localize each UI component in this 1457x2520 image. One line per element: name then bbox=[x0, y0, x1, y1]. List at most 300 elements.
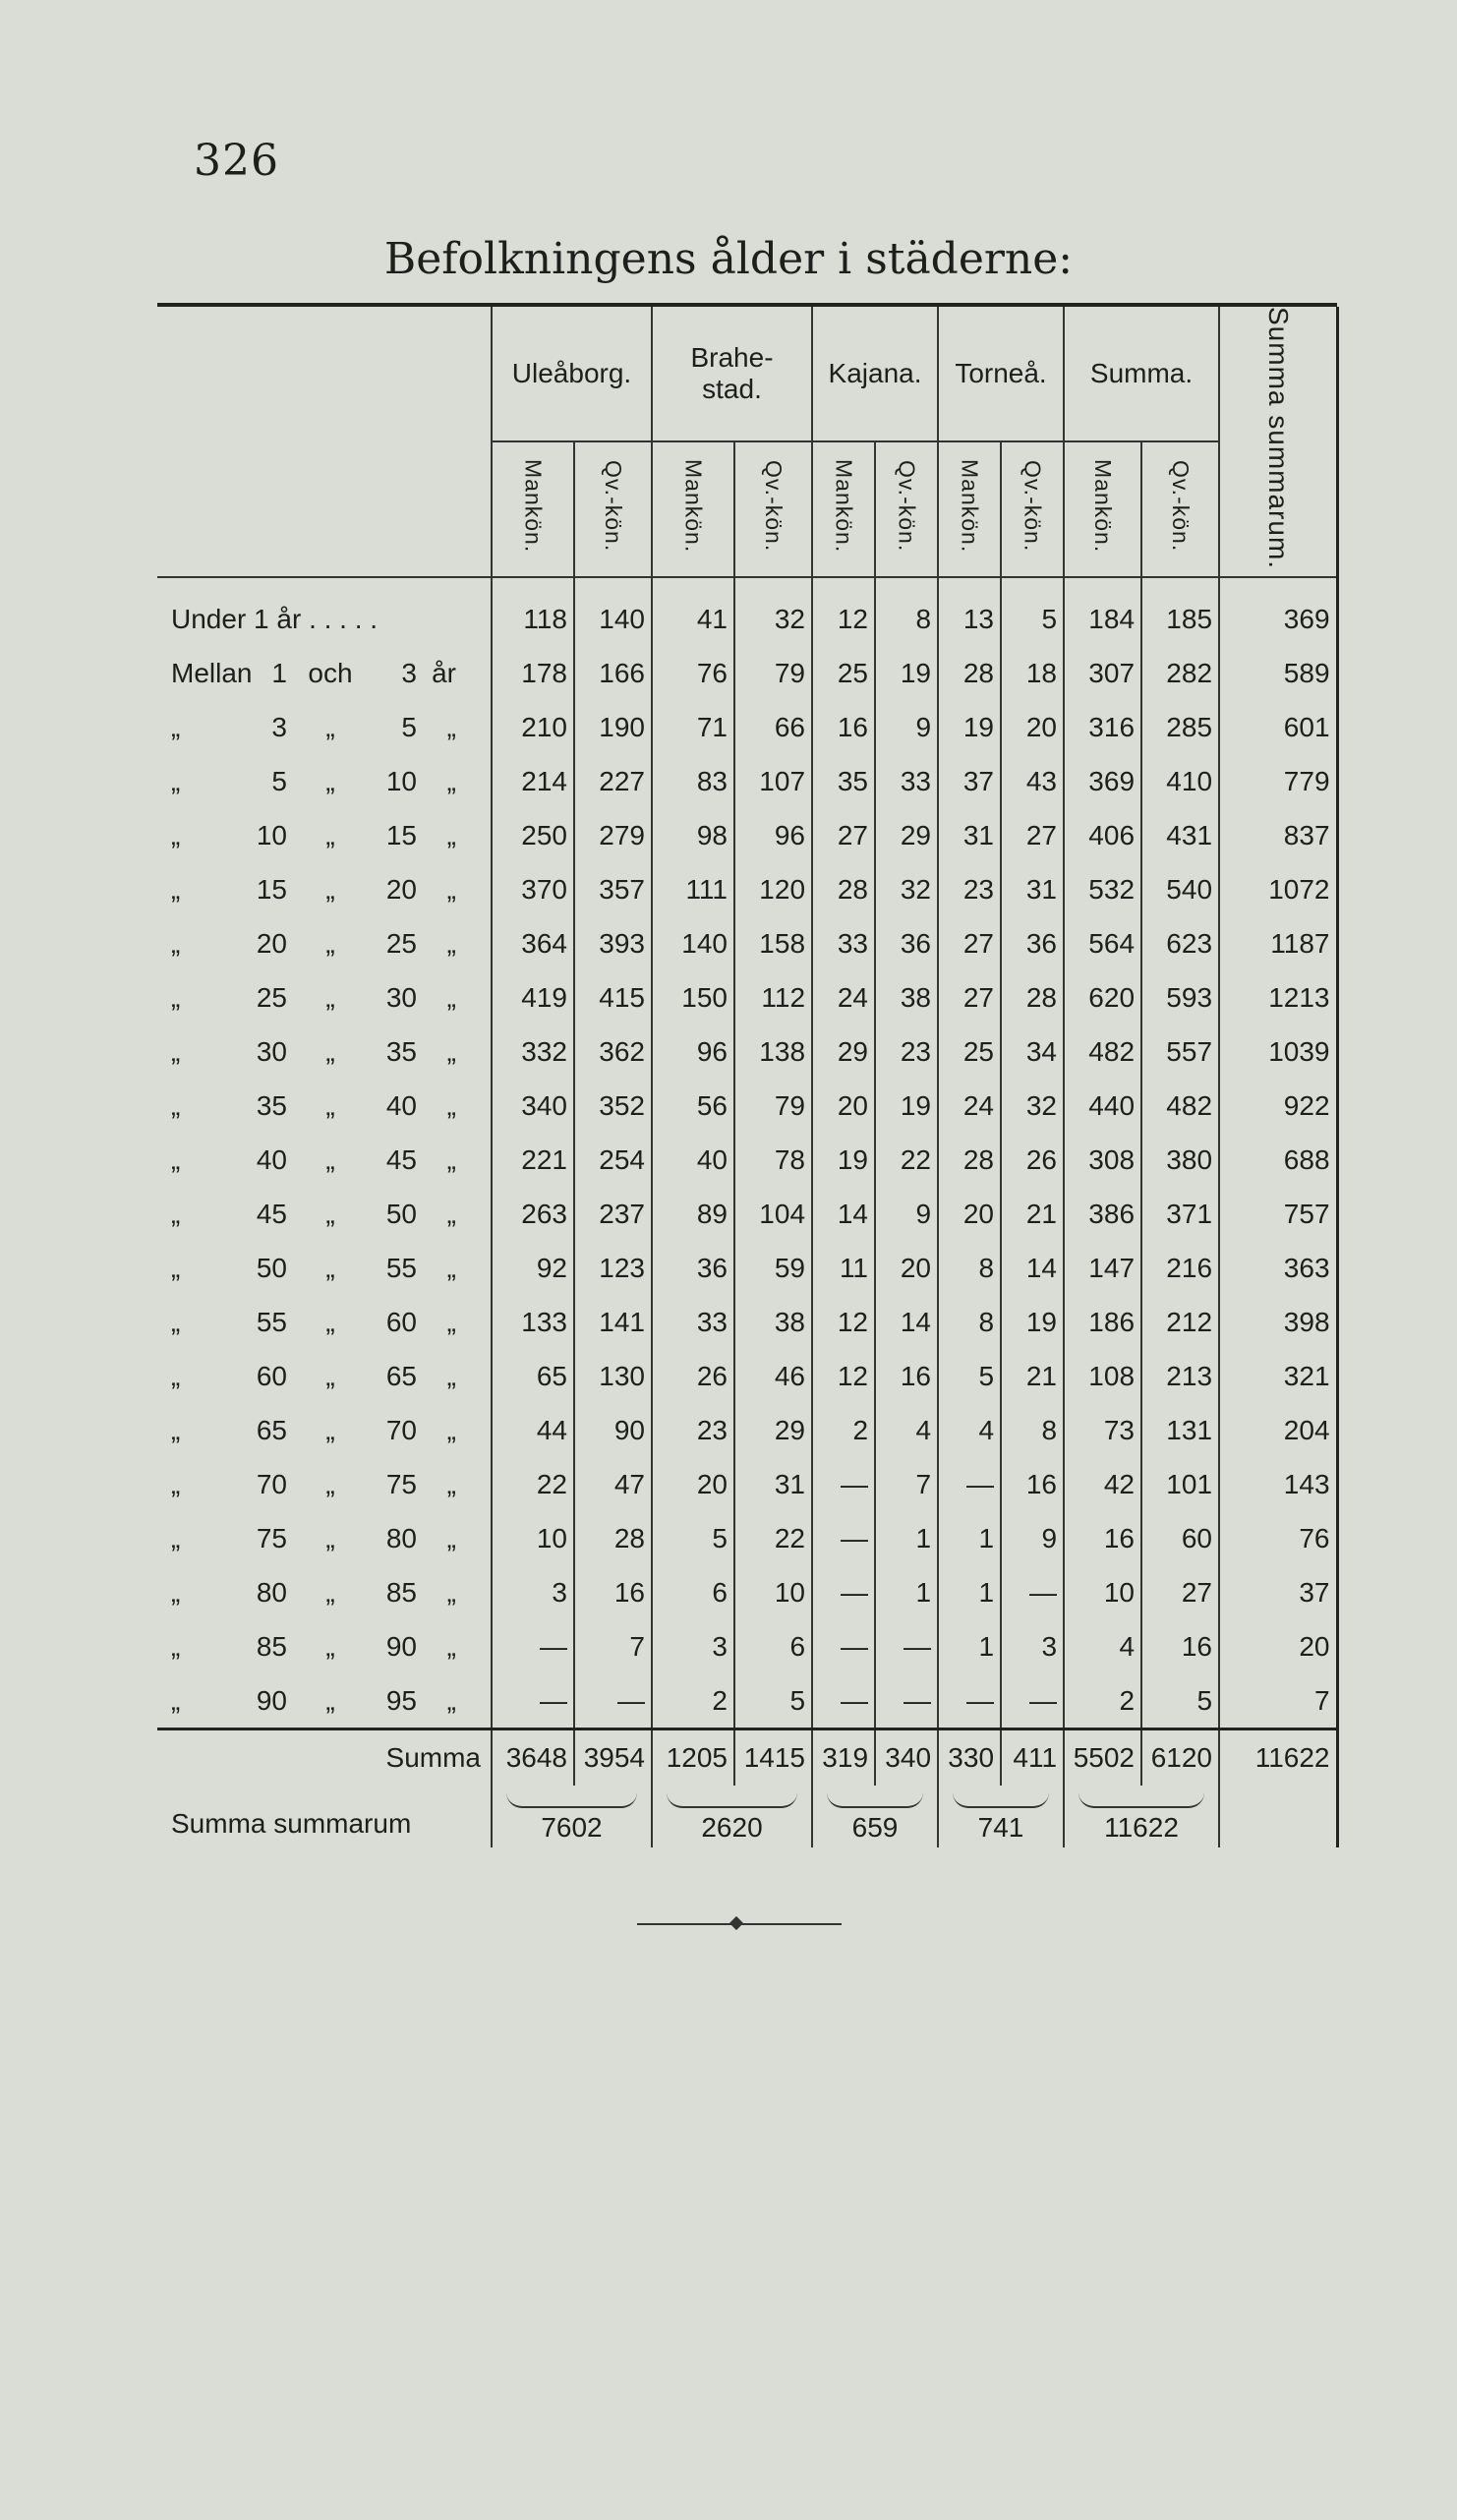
cell-value: — bbox=[492, 1619, 574, 1673]
cell-value: 1 bbox=[875, 1565, 938, 1619]
row-label bbox=[157, 1619, 492, 1673]
cell-value: 79 bbox=[734, 1079, 812, 1133]
row-label-from: 80 bbox=[256, 1576, 287, 1608]
table-row bbox=[157, 1565, 1337, 1619]
row-label-suffix: „ bbox=[446, 1522, 456, 1553]
row-label-text: Under 1 år . . . . . bbox=[171, 603, 379, 634]
row-label-och: „ bbox=[325, 981, 335, 1013]
cell-value: — bbox=[938, 1457, 1001, 1511]
cell-value: 1 bbox=[938, 1511, 1001, 1565]
cell-value: 11 bbox=[812, 1241, 875, 1295]
cell-value: 118 bbox=[492, 592, 574, 646]
cell-value: 31 bbox=[1001, 862, 1064, 916]
cell-value: 9 bbox=[875, 700, 938, 754]
summa-label: Summa bbox=[157, 1729, 492, 1787]
cell-value: 92 bbox=[492, 1241, 574, 1295]
cell-value: 42 bbox=[1064, 1457, 1141, 1511]
cell-total: 922 bbox=[1219, 1079, 1337, 1133]
row-label-to: 30 bbox=[385, 981, 417, 1013]
table-row bbox=[157, 1511, 1337, 1565]
cell-value: 178 bbox=[492, 646, 574, 700]
cell-value: 28 bbox=[938, 1133, 1001, 1187]
cell-total: 1039 bbox=[1219, 1025, 1337, 1079]
row-label-from: 1 bbox=[271, 657, 287, 688]
row-label-suffix: „ bbox=[446, 711, 456, 742]
row-label-suffix: „ bbox=[446, 927, 456, 959]
cell-value: 316 bbox=[1064, 700, 1141, 754]
cell-value: 20 bbox=[1001, 700, 1064, 754]
cell-value: 98 bbox=[652, 808, 734, 862]
cell-value: 4 bbox=[1064, 1619, 1141, 1673]
row-label-to: 70 bbox=[385, 1414, 417, 1445]
summa-value: 319 bbox=[812, 1729, 875, 1787]
cell-value: 1 bbox=[938, 1565, 1001, 1619]
row-label-prefix: „ bbox=[171, 1143, 181, 1175]
cell-value: 2 bbox=[1064, 1673, 1141, 1729]
cell-value: — bbox=[492, 1673, 574, 1729]
cell-total: 757 bbox=[1219, 1187, 1337, 1241]
row-label-prefix: „ bbox=[171, 1252, 181, 1283]
cell-value: 107 bbox=[734, 754, 812, 808]
cell-value: 279 bbox=[574, 808, 652, 862]
row-label-from: 60 bbox=[256, 1360, 287, 1391]
cell-total: 204 bbox=[1219, 1403, 1337, 1457]
cell-value: 36 bbox=[875, 916, 938, 970]
cell-value: 13 bbox=[938, 592, 1001, 646]
spacer-row bbox=[157, 577, 1337, 592]
cell-value: 40 bbox=[652, 1133, 734, 1187]
cell-value: 71 bbox=[652, 700, 734, 754]
table-row bbox=[157, 1295, 1337, 1349]
cell-value: 123 bbox=[574, 1241, 652, 1295]
row-label-to: 60 bbox=[385, 1306, 417, 1337]
cell-value: 19 bbox=[1001, 1295, 1064, 1349]
row-label-to: 5 bbox=[401, 711, 417, 742]
row-label-prefix: „ bbox=[171, 1576, 181, 1608]
row-label-och: „ bbox=[325, 1306, 335, 1337]
summa-value: 411 bbox=[1001, 1729, 1064, 1787]
row-label bbox=[157, 1565, 492, 1619]
cell-value: 28 bbox=[812, 862, 875, 916]
row-label-to: 15 bbox=[385, 819, 417, 850]
row-label-to: 10 bbox=[385, 765, 417, 796]
table-row bbox=[157, 646, 1337, 700]
row-label-och: „ bbox=[325, 1630, 335, 1662]
brace-mark bbox=[953, 1792, 1049, 1808]
row-label-suffix: „ bbox=[446, 1035, 456, 1067]
cell-value: 2 bbox=[812, 1403, 875, 1457]
cell-value: — bbox=[812, 1619, 875, 1673]
cell-value: 140 bbox=[652, 916, 734, 970]
cell-value: 6 bbox=[734, 1619, 812, 1673]
summa-summarum-value-text: 11622 bbox=[1104, 1812, 1179, 1844]
row-label-from: 15 bbox=[256, 873, 287, 905]
cell-value: 7 bbox=[875, 1457, 938, 1511]
cell-value: 26 bbox=[652, 1349, 734, 1403]
cell-value: 184 bbox=[1064, 592, 1141, 646]
cell-value: 2 bbox=[652, 1673, 734, 1729]
row-label-suffix: „ bbox=[446, 1576, 456, 1608]
cell-value: 131 bbox=[1141, 1403, 1219, 1457]
cell-value: 33 bbox=[875, 754, 938, 808]
cell-value: 76 bbox=[652, 646, 734, 700]
cell-value: 364 bbox=[492, 916, 574, 970]
group-header-kajana: Kajana. bbox=[812, 307, 938, 441]
cell-value: 16 bbox=[1001, 1457, 1064, 1511]
cell-value: 59 bbox=[734, 1241, 812, 1295]
table-row bbox=[157, 1079, 1337, 1133]
cell-value: 27 bbox=[938, 916, 1001, 970]
table-row bbox=[157, 1619, 1337, 1673]
cell-value: 5 bbox=[734, 1673, 812, 1729]
sub-header-summa-qvkon: Qv.-kön. bbox=[1141, 441, 1219, 577]
row-label bbox=[157, 1403, 492, 1457]
row-label-och: „ bbox=[325, 819, 335, 850]
summa-summarum-value bbox=[938, 1786, 1064, 1847]
cell-value: 66 bbox=[734, 700, 812, 754]
cell-value: 20 bbox=[938, 1187, 1001, 1241]
table-row bbox=[157, 1133, 1337, 1187]
cell-total: 7 bbox=[1219, 1673, 1337, 1729]
cell-value: 23 bbox=[938, 862, 1001, 916]
row-label-och: och bbox=[308, 657, 353, 688]
row-label-from: 55 bbox=[256, 1306, 287, 1337]
row-label-to: 55 bbox=[385, 1252, 417, 1283]
row-label-suffix: „ bbox=[446, 1198, 456, 1229]
cell-value: 83 bbox=[652, 754, 734, 808]
cell-value: 23 bbox=[875, 1025, 938, 1079]
cell-value: 532 bbox=[1064, 862, 1141, 916]
cell-value: 186 bbox=[1064, 1295, 1141, 1349]
cell-value: 386 bbox=[1064, 1187, 1141, 1241]
cell-value: 16 bbox=[812, 700, 875, 754]
row-label bbox=[157, 1457, 492, 1511]
row-label-from: 35 bbox=[256, 1089, 287, 1121]
cell-value: 141 bbox=[574, 1295, 652, 1349]
cell-value: 3 bbox=[652, 1619, 734, 1673]
sub-header-uleaborg-qvkon: Qv.-kön. bbox=[574, 441, 652, 577]
cell-value: 19 bbox=[938, 700, 1001, 754]
cell-value: 29 bbox=[734, 1403, 812, 1457]
cell-value: 60 bbox=[1141, 1511, 1219, 1565]
cell-value: 12 bbox=[812, 1295, 875, 1349]
cell-value: 190 bbox=[574, 700, 652, 754]
cell-value: 593 bbox=[1141, 970, 1219, 1025]
row-label-to: 45 bbox=[385, 1143, 417, 1175]
row-label-och: „ bbox=[325, 1468, 335, 1499]
row-label-prefix: „ bbox=[171, 1630, 181, 1662]
cell-value: 237 bbox=[574, 1187, 652, 1241]
cell-value: 20 bbox=[875, 1241, 938, 1295]
cell-value: 352 bbox=[574, 1079, 652, 1133]
cell-value: 214 bbox=[492, 754, 574, 808]
summa-summarum-value bbox=[492, 1786, 652, 1847]
cell-value: 3 bbox=[492, 1565, 574, 1619]
cell-total: 37 bbox=[1219, 1565, 1337, 1619]
table-row bbox=[157, 592, 1337, 646]
summa-summarum-value bbox=[812, 1786, 938, 1847]
cell-value: 34 bbox=[1001, 1025, 1064, 1079]
cell-value: 31 bbox=[938, 808, 1001, 862]
cell-value: 56 bbox=[652, 1079, 734, 1133]
table-row bbox=[157, 1025, 1337, 1079]
cell-value: 250 bbox=[492, 808, 574, 862]
cell-value: 150 bbox=[652, 970, 734, 1025]
label-column-header bbox=[157, 307, 492, 577]
summa-value: 6120 bbox=[1141, 1729, 1219, 1787]
cell-value: 380 bbox=[1141, 1133, 1219, 1187]
row-label-prefix: „ bbox=[171, 981, 181, 1013]
cell-value: 5 bbox=[652, 1511, 734, 1565]
row-label-from: 75 bbox=[256, 1522, 287, 1553]
cell-value: 140 bbox=[574, 592, 652, 646]
group-header-tornea: Torneå. bbox=[938, 307, 1064, 441]
row-label-from: 3 bbox=[271, 711, 287, 742]
cell-value: 147 bbox=[1064, 1241, 1141, 1295]
cell-value: 431 bbox=[1141, 808, 1219, 862]
cell-value: 73 bbox=[1064, 1403, 1141, 1457]
cell-value: 410 bbox=[1141, 754, 1219, 808]
row-label-to: 50 bbox=[385, 1198, 417, 1229]
cell-value: 14 bbox=[875, 1295, 938, 1349]
summa-summarum-value bbox=[1064, 1786, 1219, 1847]
row-label-prefix: „ bbox=[171, 1198, 181, 1229]
cell-value: 20 bbox=[812, 1079, 875, 1133]
group-header-uleaborg: Uleåborg. bbox=[492, 307, 652, 441]
summa-value: 1205 bbox=[652, 1729, 734, 1787]
table-row bbox=[157, 808, 1337, 862]
cell-value: 22 bbox=[875, 1133, 938, 1187]
cell-value: 21 bbox=[1001, 1349, 1064, 1403]
cell-value: 285 bbox=[1141, 700, 1219, 754]
summa-value: 340 bbox=[875, 1729, 938, 1787]
row-label-och: „ bbox=[325, 711, 335, 742]
cell-value: 19 bbox=[812, 1133, 875, 1187]
row-label-och: „ bbox=[325, 1522, 335, 1553]
cell-value: 23 bbox=[652, 1403, 734, 1457]
row-label-to: 25 bbox=[385, 927, 417, 959]
cell-value: 89 bbox=[652, 1187, 734, 1241]
cell-total: 143 bbox=[1219, 1457, 1337, 1511]
cell-value: 33 bbox=[812, 916, 875, 970]
page-number: 326 bbox=[194, 136, 279, 186]
sub-header-tornea-qvkon: Qv.-kön. bbox=[1001, 441, 1064, 577]
sub-header-uleaborg-mankon: Mankön. bbox=[492, 441, 574, 577]
row-label-suffix: „ bbox=[446, 1360, 456, 1391]
cell-value: 307 bbox=[1064, 646, 1141, 700]
row-label-from: 70 bbox=[256, 1468, 287, 1499]
row-label-suffix: „ bbox=[446, 1143, 456, 1175]
cell-value: 120 bbox=[734, 862, 812, 916]
row-label-suffix: år bbox=[432, 657, 456, 688]
cell-value: 104 bbox=[734, 1187, 812, 1241]
cell-value: 133 bbox=[492, 1295, 574, 1349]
cell-value: 440 bbox=[1064, 1079, 1141, 1133]
row-label-to: 40 bbox=[385, 1089, 417, 1121]
row-label bbox=[157, 1241, 492, 1295]
row-label-to: 75 bbox=[385, 1468, 417, 1499]
cell-value: 27 bbox=[1001, 808, 1064, 862]
cell-value: 6 bbox=[652, 1565, 734, 1619]
cell-value: 24 bbox=[938, 1079, 1001, 1133]
row-label bbox=[157, 592, 492, 646]
table-row bbox=[157, 1403, 1337, 1457]
row-label bbox=[157, 1133, 492, 1187]
cell-total: 1213 bbox=[1219, 970, 1337, 1025]
cell-value: 4 bbox=[938, 1403, 1001, 1457]
row-label bbox=[157, 1349, 492, 1403]
cell-value: 5 bbox=[1141, 1673, 1219, 1729]
cell-value: 212 bbox=[1141, 1295, 1219, 1349]
row-label-suffix: „ bbox=[446, 873, 456, 905]
cell-total: 1187 bbox=[1219, 916, 1337, 970]
row-label-suffix: „ bbox=[446, 981, 456, 1013]
cell-value: 16 bbox=[1064, 1511, 1141, 1565]
cell-value: 111 bbox=[652, 862, 734, 916]
cell-value: — bbox=[938, 1673, 1001, 1729]
row-label-from: 10 bbox=[256, 819, 287, 850]
summa-summarum-header: Summa summarum. bbox=[1219, 307, 1337, 577]
cell-value: 29 bbox=[875, 808, 938, 862]
row-label bbox=[157, 1187, 492, 1241]
row-label-och: „ bbox=[325, 765, 335, 796]
cell-value: 33 bbox=[652, 1295, 734, 1349]
cell-value: 29 bbox=[812, 1025, 875, 1079]
cell-total: 369 bbox=[1219, 592, 1337, 646]
cell-total: 779 bbox=[1219, 754, 1337, 808]
age-table bbox=[157, 307, 1339, 1847]
sub-header-tornea-mankon: Mankön. bbox=[938, 441, 1001, 577]
cell-value: 22 bbox=[492, 1457, 574, 1511]
cell-value: 19 bbox=[875, 646, 938, 700]
cell-value: 108 bbox=[1064, 1349, 1141, 1403]
cell-value: — bbox=[875, 1673, 938, 1729]
summa-value: 3648 bbox=[492, 1729, 574, 1787]
table-row bbox=[157, 1349, 1337, 1403]
cell-value: 369 bbox=[1064, 754, 1141, 808]
cell-value: 5 bbox=[938, 1349, 1001, 1403]
row-label bbox=[157, 1511, 492, 1565]
cell-value: 482 bbox=[1064, 1025, 1141, 1079]
cell-value: 564 bbox=[1064, 916, 1141, 970]
cell-value: — bbox=[875, 1619, 938, 1673]
cell-value: 340 bbox=[492, 1079, 574, 1133]
cell-value: 22 bbox=[734, 1511, 812, 1565]
row-label bbox=[157, 1079, 492, 1133]
row-label-from: 65 bbox=[256, 1414, 287, 1445]
cell-value: 32 bbox=[1001, 1079, 1064, 1133]
cell-value: 24 bbox=[812, 970, 875, 1025]
row-label-suffix: „ bbox=[446, 1414, 456, 1445]
summa-value: 330 bbox=[938, 1729, 1001, 1787]
row-label-from: 40 bbox=[256, 1143, 287, 1175]
cell-value: — bbox=[812, 1673, 875, 1729]
cell-value: 130 bbox=[574, 1349, 652, 1403]
age-table-container bbox=[157, 303, 1337, 1847]
summa-summarum-row bbox=[157, 1786, 1337, 1847]
cell-value: — bbox=[1001, 1673, 1064, 1729]
cell-value: 221 bbox=[492, 1133, 574, 1187]
row-label-och: „ bbox=[325, 1360, 335, 1391]
table-row bbox=[157, 1673, 1337, 1729]
cell-value: 8 bbox=[938, 1295, 1001, 1349]
row-label-och: „ bbox=[325, 1035, 335, 1067]
summa-value: 3954 bbox=[574, 1729, 652, 1787]
cell-value: 213 bbox=[1141, 1349, 1219, 1403]
cell-total: 76 bbox=[1219, 1511, 1337, 1565]
row-label-from: 90 bbox=[256, 1684, 287, 1716]
cell-value: 482 bbox=[1141, 1079, 1219, 1133]
cell-value: 557 bbox=[1141, 1025, 1219, 1079]
row-label-prefix: „ bbox=[171, 1684, 181, 1716]
row-label bbox=[157, 700, 492, 754]
row-label-suffix: „ bbox=[446, 765, 456, 796]
cell-value: 32 bbox=[734, 592, 812, 646]
table-row bbox=[157, 1457, 1337, 1511]
brace-mark bbox=[667, 1792, 797, 1808]
row-label-from: 30 bbox=[256, 1035, 287, 1067]
row-label-och: „ bbox=[325, 1198, 335, 1229]
cell-value: 38 bbox=[734, 1295, 812, 1349]
cell-value: 227 bbox=[574, 754, 652, 808]
cell-value: 27 bbox=[1141, 1565, 1219, 1619]
cell-value: 540 bbox=[1141, 862, 1219, 916]
brace-mark bbox=[827, 1792, 923, 1808]
cell-value: 25 bbox=[812, 646, 875, 700]
cell-value: 4 bbox=[875, 1403, 938, 1457]
cell-value: 78 bbox=[734, 1133, 812, 1187]
cell-value: 8 bbox=[1001, 1403, 1064, 1457]
cell-total: 1072 bbox=[1219, 862, 1337, 916]
cell-value: 5 bbox=[1001, 592, 1064, 646]
cell-value: — bbox=[1001, 1565, 1064, 1619]
row-label bbox=[157, 862, 492, 916]
row-label-prefix: „ bbox=[171, 1035, 181, 1067]
row-label-to: 65 bbox=[385, 1360, 417, 1391]
table-row bbox=[157, 916, 1337, 970]
cell-value: 16 bbox=[574, 1565, 652, 1619]
cell-value: 27 bbox=[812, 808, 875, 862]
cell-value: 10 bbox=[1064, 1565, 1141, 1619]
cell-value: 16 bbox=[1141, 1619, 1219, 1673]
brace-mark bbox=[1078, 1792, 1204, 1808]
row-label-prefix: „ bbox=[171, 1306, 181, 1337]
group-header-summa: Summa. bbox=[1064, 307, 1219, 441]
cell-value: 28 bbox=[1001, 970, 1064, 1025]
cell-total: 20 bbox=[1219, 1619, 1337, 1673]
cell-value: 20 bbox=[652, 1457, 734, 1511]
row-label-prefix: „ bbox=[171, 927, 181, 959]
cell-value: 332 bbox=[492, 1025, 574, 1079]
row-label-suffix: „ bbox=[446, 1630, 456, 1662]
summa-summarum-total-cell bbox=[1219, 1786, 1337, 1847]
table-row bbox=[157, 1241, 1337, 1295]
cell-value: 12 bbox=[812, 592, 875, 646]
cell-value: 96 bbox=[652, 1025, 734, 1079]
table-row bbox=[157, 862, 1337, 916]
row-label-och: „ bbox=[325, 1684, 335, 1716]
cell-value: 27 bbox=[938, 970, 1001, 1025]
cell-value: 41 bbox=[652, 592, 734, 646]
sub-header-brahestad-mankon: Mankön. bbox=[652, 441, 734, 577]
row-label bbox=[157, 1295, 492, 1349]
cell-value: 623 bbox=[1141, 916, 1219, 970]
cell-total: 688 bbox=[1219, 1133, 1337, 1187]
cell-value: — bbox=[812, 1457, 875, 1511]
cell-total: 363 bbox=[1219, 1241, 1337, 1295]
summa-summarum-value-text: 659 bbox=[851, 1812, 899, 1844]
group-header-brahestad: Brahe- stad. bbox=[652, 307, 812, 441]
